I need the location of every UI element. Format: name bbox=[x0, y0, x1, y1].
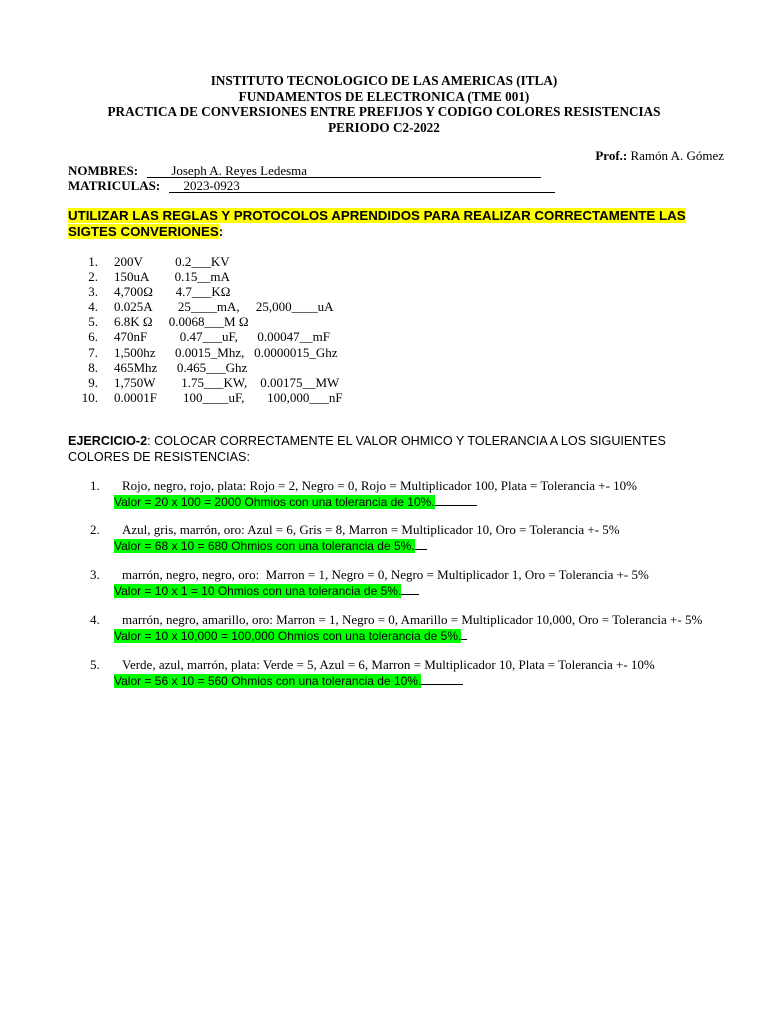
document-header bbox=[0, 73, 768, 135]
item-text: 0.0001F 100____uF, 100,000___nF bbox=[114, 389, 343, 405]
item-number: 2. bbox=[90, 522, 100, 537]
nombres-label: NOMBRES: bbox=[68, 163, 139, 178]
institution-title: INSTITUTO TECNOLOGICO DE LAS AMERICAS (ITLA) bbox=[210, 73, 558, 88]
item-answer: Valor = 68 x 10 = 680 Ohmios con una tolerancia de 5%. bbox=[114, 538, 415, 553]
instructions-tail: : bbox=[218, 223, 224, 239]
ejercicio2-heading bbox=[68, 434, 728, 465]
answer-underline bbox=[461, 628, 467, 640]
list-item bbox=[68, 299, 334, 315]
ejercicio2-label: EJERCICIO-2 bbox=[68, 434, 148, 448]
answer-underline bbox=[435, 494, 477, 506]
list-item bbox=[68, 344, 338, 360]
item-number: 8. bbox=[88, 359, 98, 375]
item-number: 1. bbox=[88, 254, 98, 269]
list-item bbox=[68, 329, 331, 345]
list-item bbox=[68, 269, 230, 285]
list-item bbox=[68, 284, 231, 300]
item-question: Verde, azul, marrón, plata: Verde = 5, Azul = 6, Marron = Multiplicador 10, Plata = Tolerancia +- 10% bbox=[122, 657, 655, 672]
item-text: 1,500hz 0.0015_Mhz, 0.0000015_Ghz bbox=[114, 344, 338, 360]
professor-label: Prof.: bbox=[595, 148, 628, 163]
nombres-row bbox=[68, 163, 541, 179]
conversions-list bbox=[68, 254, 343, 405]
professor-line bbox=[595, 148, 724, 164]
item-text: 0.025A 25____mA, 25,000____uA bbox=[114, 299, 334, 315]
item-answer: Valor = 10 x 10,000 = 100,000 Ohmios con una tolerancia de 5%. bbox=[114, 628, 462, 643]
matriculas-field: 2023-0923 bbox=[169, 179, 555, 193]
answer-underline bbox=[401, 583, 419, 595]
item-number: 4. bbox=[90, 612, 100, 627]
matriculas-label: MATRICULAS: bbox=[68, 178, 161, 193]
ejercicio2-text: : COLOCAR CORRECTAMENTE EL VALOR OHMICO Y TOLERANCIA A LOS SIGUIENTES COLORES DE RESISTENCIAS: bbox=[68, 434, 666, 464]
course-title: FUNDAMENTOS DE ELECTRONICA (TME 001) bbox=[238, 88, 530, 104]
item-text: 6.8K Ω 0.0068___M Ω bbox=[114, 314, 249, 330]
item-number: 3. bbox=[88, 284, 98, 300]
item-answer: Valor = 20 x 100 = 2000 Ohmios con una tolerancia de 10%. bbox=[114, 494, 435, 509]
item-question: marrón, negro, negro, oro: Marron = 1, Negro = 0, Negro = Multiplicador 1, Oro = Tolerancia +- 5% bbox=[122, 567, 649, 582]
item-number: 7. bbox=[88, 344, 98, 360]
period-title: PERIODO C2-2022 bbox=[328, 119, 440, 135]
list-item bbox=[68, 612, 702, 644]
matriculas-row bbox=[68, 178, 555, 194]
item-number: 3. bbox=[90, 567, 100, 582]
item-number: 9. bbox=[88, 374, 98, 390]
nombres-field: Joseph A. Reyes Ledesma bbox=[147, 164, 541, 178]
list-item bbox=[68, 374, 340, 390]
item-text: 4,700Ω 4.7___KΩ bbox=[114, 284, 231, 300]
item-number: 1. bbox=[90, 478, 100, 493]
item-number: 10. bbox=[81, 389, 98, 405]
list-item bbox=[68, 359, 248, 375]
item-number: 4. bbox=[88, 299, 98, 315]
item-question: Azul, gris, marrón, oro: Azul = 6, Gris = 8, Marron = Multiplicador 10, Oro = Tolerancia +- 5% bbox=[122, 522, 620, 537]
answer-underline bbox=[415, 538, 427, 550]
answer-underline bbox=[421, 673, 463, 685]
list-item bbox=[68, 314, 249, 330]
instructions-highlighted: UTILIZAR LAS REGLAS Y PROTOCOLOS APRENDIDOS PARA REALIZAR CORRECTAMENTE LAS SIGTES CONVERIONES bbox=[68, 208, 686, 239]
list-item bbox=[68, 567, 649, 599]
item-answer: Valor = 56 x 10 = 560 Ohmios con una tolerancia de 10%. bbox=[114, 673, 422, 688]
item-text: 470nF 0.47___uF, 0.00047__mF bbox=[114, 329, 331, 345]
item-number: 5. bbox=[90, 657, 100, 672]
professor-name: Ramón A. Gómez bbox=[630, 148, 724, 163]
item-text: 1,750W 1.75___KW, 0.00175__MW bbox=[114, 374, 340, 390]
item-number: 6. bbox=[88, 329, 98, 345]
item-question: Rojo, negro, rojo, plata: Rojo = 2, Negro = 0, Rojo = Multiplicador 100, Plata = Tolerancia +- 10% bbox=[122, 478, 637, 493]
instructions bbox=[68, 208, 728, 239]
list-item bbox=[68, 522, 620, 554]
practice-title: PRACTICA DE CONVERSIONES ENTRE PREFIJOS Y CODIGO COLORES RESISTENCIAS bbox=[107, 104, 661, 119]
item-text: 465Mhz 0.465___Ghz bbox=[114, 359, 248, 375]
item-number: 2. bbox=[88, 269, 98, 285]
list-item bbox=[68, 478, 637, 510]
list-item bbox=[68, 254, 230, 269]
item-text: 150uA 0.15__mA bbox=[114, 269, 230, 285]
list-item bbox=[68, 389, 343, 405]
item-text: 200V 0.2___KV bbox=[114, 254, 230, 269]
list-item bbox=[68, 657, 655, 689]
item-answer: Valor = 10 x 1 = 10 Ohmios con una tolerancia de 5%. bbox=[114, 583, 402, 598]
item-number: 5. bbox=[88, 314, 98, 330]
item-question: marrón, negro, amarillo, oro: Marron = 1, Negro = 0, Amarillo = Multiplicador 10,000, Oro = Tolerancia +- 5% bbox=[122, 612, 703, 627]
